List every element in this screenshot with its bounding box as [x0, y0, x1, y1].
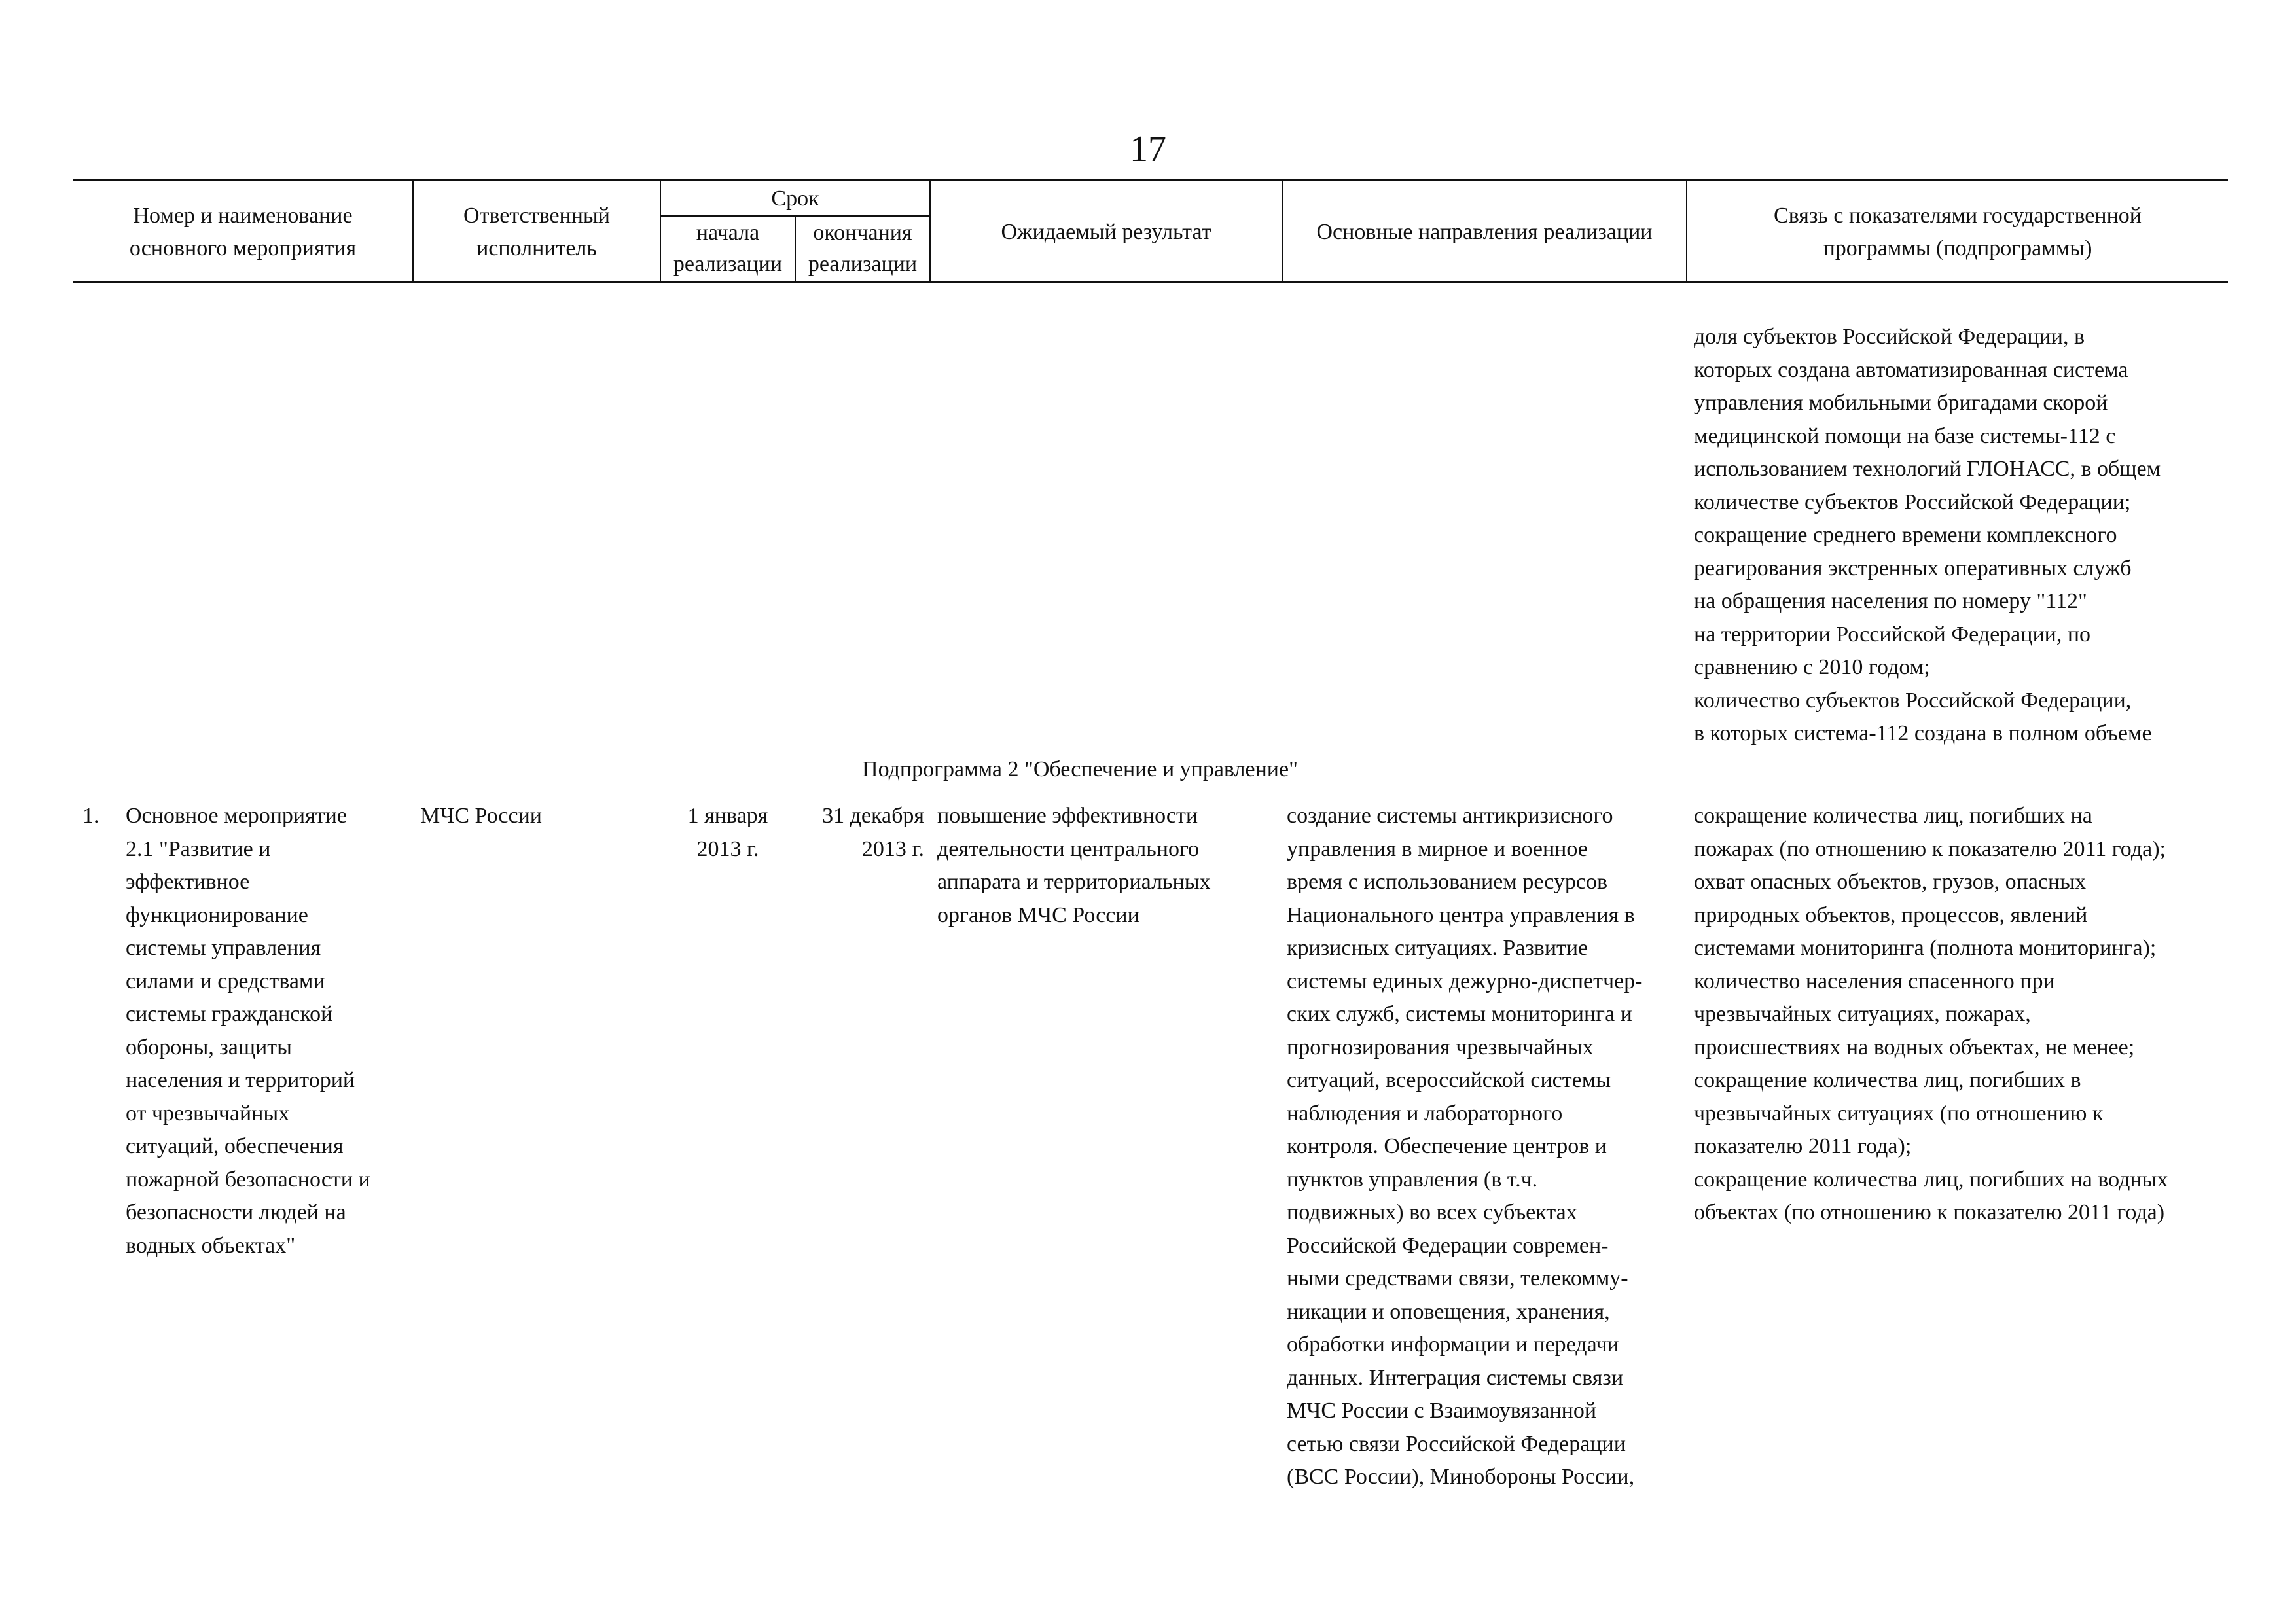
header-link: Связь с показателями государственной программы (подпрограммы) — [1774, 204, 2142, 260]
result-cell: повышение эффективности деятельности центрального аппарата и территориальных органов МЧС России — [937, 804, 1211, 927]
continuation-link-cell: доля субъектов Российской Федерации, в которых создана автоматизированная система управления мобильными бригадами скорой медицинской помощи на базе системы-112 с использованием технологий ГЛОНАСС, в общем количестве субъектов Российской Федерации; сокращение среднего времени комплексного реагирования экстренных оперативных служб на обращения населения по номеру "112" на территории Российской Федерации, по сравнению с 2010 годом; количество субъектов Российской Федерации, в которых система-112 создана в полном объеме — [1694, 325, 2161, 745]
page-number: 17 — [1130, 129, 1166, 169]
executor-cell: МЧС России — [420, 804, 542, 828]
header-term: Срок — [771, 187, 819, 211]
start-date-cell: 1 января 2013 г. — [687, 804, 768, 861]
link-cell: сокращение количества лиц, погибших на пожарах (по отношению к показателю 2011 года); охват опасных объектов, грузов, опасных природных объектов, процессов, явлений системами мониторинга (полнота мониторинга); количество населения спасенного при чрезвычайных ситуациях, пожарах, происшествиях на водных объектах, не менее; сокращение количества лиц, погибших в чрезвычайных ситуациях (по отношению к показателю 2011 года); сокращение количества лиц, погибших на водных объектах (по отношению к показателю 2011 года) — [1694, 804, 2168, 1224]
row-number: 1. — [82, 804, 99, 828]
header-measure: Номер и наименование основного мероприятия — [129, 204, 357, 260]
subprogram-title: Подпрограмма 2 "Обеспечение и управление" — [862, 757, 1298, 781]
header-top-rule — [73, 179, 2228, 181]
header-executor: Ответственный исполнитель — [463, 204, 610, 260]
header-term-end: окончания реализации — [808, 221, 918, 276]
measure-cell: Основное мероприятие 2.1 "Развитие и эффективное функционирование системы управления силами и средствами системы гражданской обороны, защиты населения и территорий от чрезвычайных ситуаций, обеспечения пожарной безопасности и безопасности людей на водных объектах" — [126, 804, 370, 1258]
header-bottom-rule — [73, 281, 2228, 283]
end-date-cell: 31 декабря 2013 г. — [822, 804, 924, 861]
header-term-start: начала реализации — [673, 221, 783, 276]
directions-cell: создание системы антикризисного управления в мирное и военное время с использованием ресурсов Национального центра управления в кризисных ситуациях. Развитие системы единых дежурно-диспетчер- ских служб, системы мониторинга и прогнозирования чрезвычайных ситуаций, всероссийской системы наблюдения и лабораторного контроля. Обеспечение центров и пунктов управления (в т.ч. подвижных) во всех субъектах Российской Федерации современ- ными средствами связи, телекомму- никации и оповещения, хранения, обработки информации и передачи данных. Интеграция системы связи МЧС России с Взаимоувязанной сетью связи Российской Федерации (ВСС России), Минобороны России, — [1287, 804, 1643, 1489]
header-directions: Основные направления реализации — [1316, 220, 1653, 244]
header-result: Ожидаемый результат — [1001, 220, 1211, 244]
